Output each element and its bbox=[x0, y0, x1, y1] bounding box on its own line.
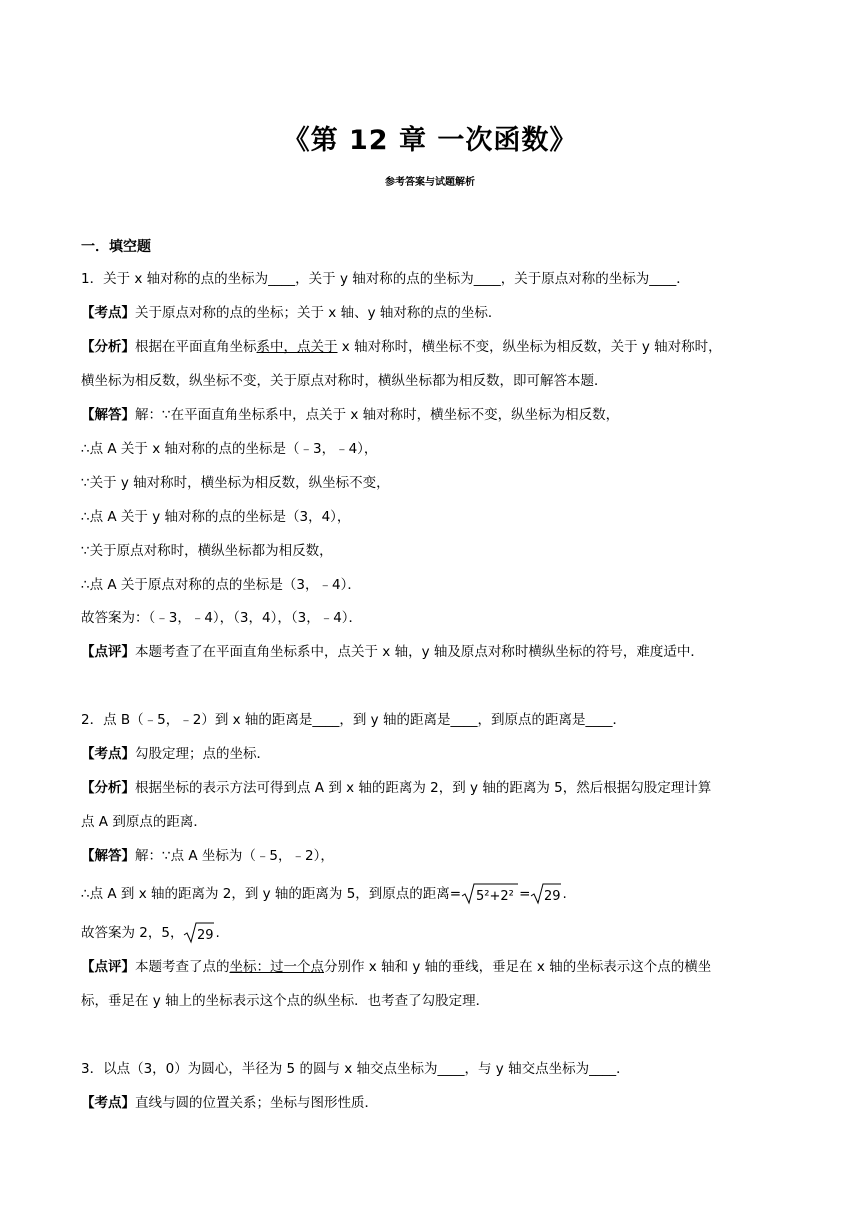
kaodian-tag: 【考点】 bbox=[81, 746, 135, 762]
fenxi-text: x 轴对称时，横坐标不变，纵坐标为相反数，关于 y 轴对称时， bbox=[337, 339, 722, 355]
sqrt-expression: 5²+2² bbox=[476, 889, 514, 904]
kaodian-text: 勾股定理；点的坐标． bbox=[135, 746, 270, 762]
q2-jieda-line-1 bbox=[81, 846, 334, 866]
kaodian-tag: 【考点】 bbox=[81, 1095, 135, 1111]
q2-dianping-line-1 bbox=[81, 957, 711, 977]
q1-jieda-line-6: ∴点 A 关于原点对称的点的坐标是（3，﹣4）． bbox=[81, 577, 361, 593]
q1-jieda-line-2: ∴点 A 关于 x 轴对称的点的坐标是（﹣3，﹣4）， bbox=[81, 441, 378, 457]
jieda-tag: 【解答】 bbox=[81, 407, 135, 423]
q3-kaodian bbox=[81, 1093, 378, 1113]
jieda-text: 解：∵点 A 坐标为（﹣5，﹣2）， bbox=[135, 848, 334, 864]
underlined-text: 坐标：过一个点 bbox=[229, 959, 324, 975]
q1-question: 1．关于 x 轴对称的点的坐标为____，关于 y 轴对称的点的坐标为____，关于原点对称的坐标为____． bbox=[81, 271, 690, 287]
sqrt-5sq-plus-2sq bbox=[461, 882, 519, 906]
sqrt-value: 29 bbox=[544, 889, 561, 904]
sqrt-29 bbox=[530, 882, 562, 906]
q1-jieda-line-5: ∵关于原点对称时，横纵坐标都为相反数， bbox=[81, 543, 333, 559]
fenxi-text: 根据坐标的表示方法可得到点 A 到 x 轴的距离为 2，到 y 轴的距离为 5，然后根据勾股定理计算 bbox=[135, 780, 712, 796]
dianping-text: 本题考查了点的 bbox=[135, 959, 230, 975]
q1-kaodian bbox=[81, 303, 501, 323]
q1-jieda-line-3: ∵关于 y 轴对称时，横坐标为相反数，纵坐标不变， bbox=[81, 475, 390, 491]
q1-fenxi-line-1 bbox=[81, 337, 722, 357]
kaodian-text: 直线与圆的位置关系；坐标与图形性质． bbox=[135, 1095, 378, 1111]
jieda-text: 解：∵在平面直角坐标系中，点关于 x 轴对称时，横坐标不变，纵坐标为相反数， bbox=[135, 407, 620, 423]
dianping-tag: 【点评】 bbox=[81, 644, 135, 660]
q1-jieda-line-4: ∴点 A 关于 y 轴对称的点的坐标是（3，4）， bbox=[81, 509, 351, 525]
document-subtitle: 参考答案与试题解析 bbox=[385, 177, 475, 188]
fenxi-tag: 【分析】 bbox=[81, 780, 135, 796]
document-title: 《第 12 章 一次函数》 bbox=[282, 125, 578, 156]
q1-dianping bbox=[81, 642, 704, 662]
q1-jieda-line-1 bbox=[81, 405, 619, 425]
kaodian-tag: 【考点】 bbox=[81, 305, 135, 321]
q2-question: 2．点 B（﹣5，﹣2）到 x 轴的距离是____，到 y 轴的距离是____，到原点的距离是____． bbox=[81, 712, 626, 728]
dianping-text: 本题考查了在平面直角坐标系中，点关于 x 轴，y 轴及原点对称时横纵坐标的符号，难度适中． bbox=[135, 644, 704, 660]
underlined-text: 系中，点关于 bbox=[256, 339, 338, 355]
q1-fenxi-line-2: 横坐标为相反数，纵坐标不变，关于原点对称时，横纵坐标都为相反数，即可解答本题． bbox=[81, 373, 608, 389]
fenxi-text: 根据在平面直角坐标 bbox=[135, 339, 257, 355]
period: . bbox=[215, 925, 220, 941]
q2-jieda-line-2 bbox=[81, 882, 567, 906]
q2-answer bbox=[81, 921, 220, 945]
q1-answer: 故答案为：（﹣3，﹣4），（3，4），（3，﹣4）． bbox=[81, 610, 363, 626]
sqrt-29 bbox=[183, 921, 215, 945]
q2-dianping-line-2: 标，垂足在 y 轴上的坐标表示这个点的纵坐标．也考查了勾股定理． bbox=[81, 993, 490, 1009]
q2-kaodian bbox=[81, 744, 270, 764]
equals-sign: = bbox=[519, 886, 531, 902]
fenxi-tag: 【分析】 bbox=[81, 339, 135, 355]
dianping-tag: 【点评】 bbox=[81, 959, 135, 975]
q2-fenxi-line-2: 点 A 到原点的距离． bbox=[81, 814, 207, 830]
sqrt-value: 29 bbox=[197, 928, 215, 943]
jieda-tag: 【解答】 bbox=[81, 848, 135, 864]
period: . bbox=[562, 886, 567, 902]
dianping-text: 分别作 x 轴和 y 轴的垂线，垂足在 x 轴的坐标表示这个点的横坐 bbox=[324, 959, 712, 975]
q3-question: 3．以点（3，0）为圆心，半径为 5 的圆与 x 轴交点坐标为____，与 y 轴交点坐标为____． bbox=[81, 1061, 630, 1077]
section-heading: 一．填空题 bbox=[81, 239, 151, 255]
kaodian-text: 关于原点对称的点的坐标；关于 x 轴、y 轴对称的点的坐标． bbox=[135, 305, 502, 321]
answer-text: 故答案为 2，5， bbox=[81, 925, 184, 941]
q2-fenxi-line-1 bbox=[81, 778, 711, 798]
jieda-text: ∴点 A 到 x 轴的距离为 2，到 y 轴的距离为 5，到原点的距离= bbox=[81, 886, 462, 902]
